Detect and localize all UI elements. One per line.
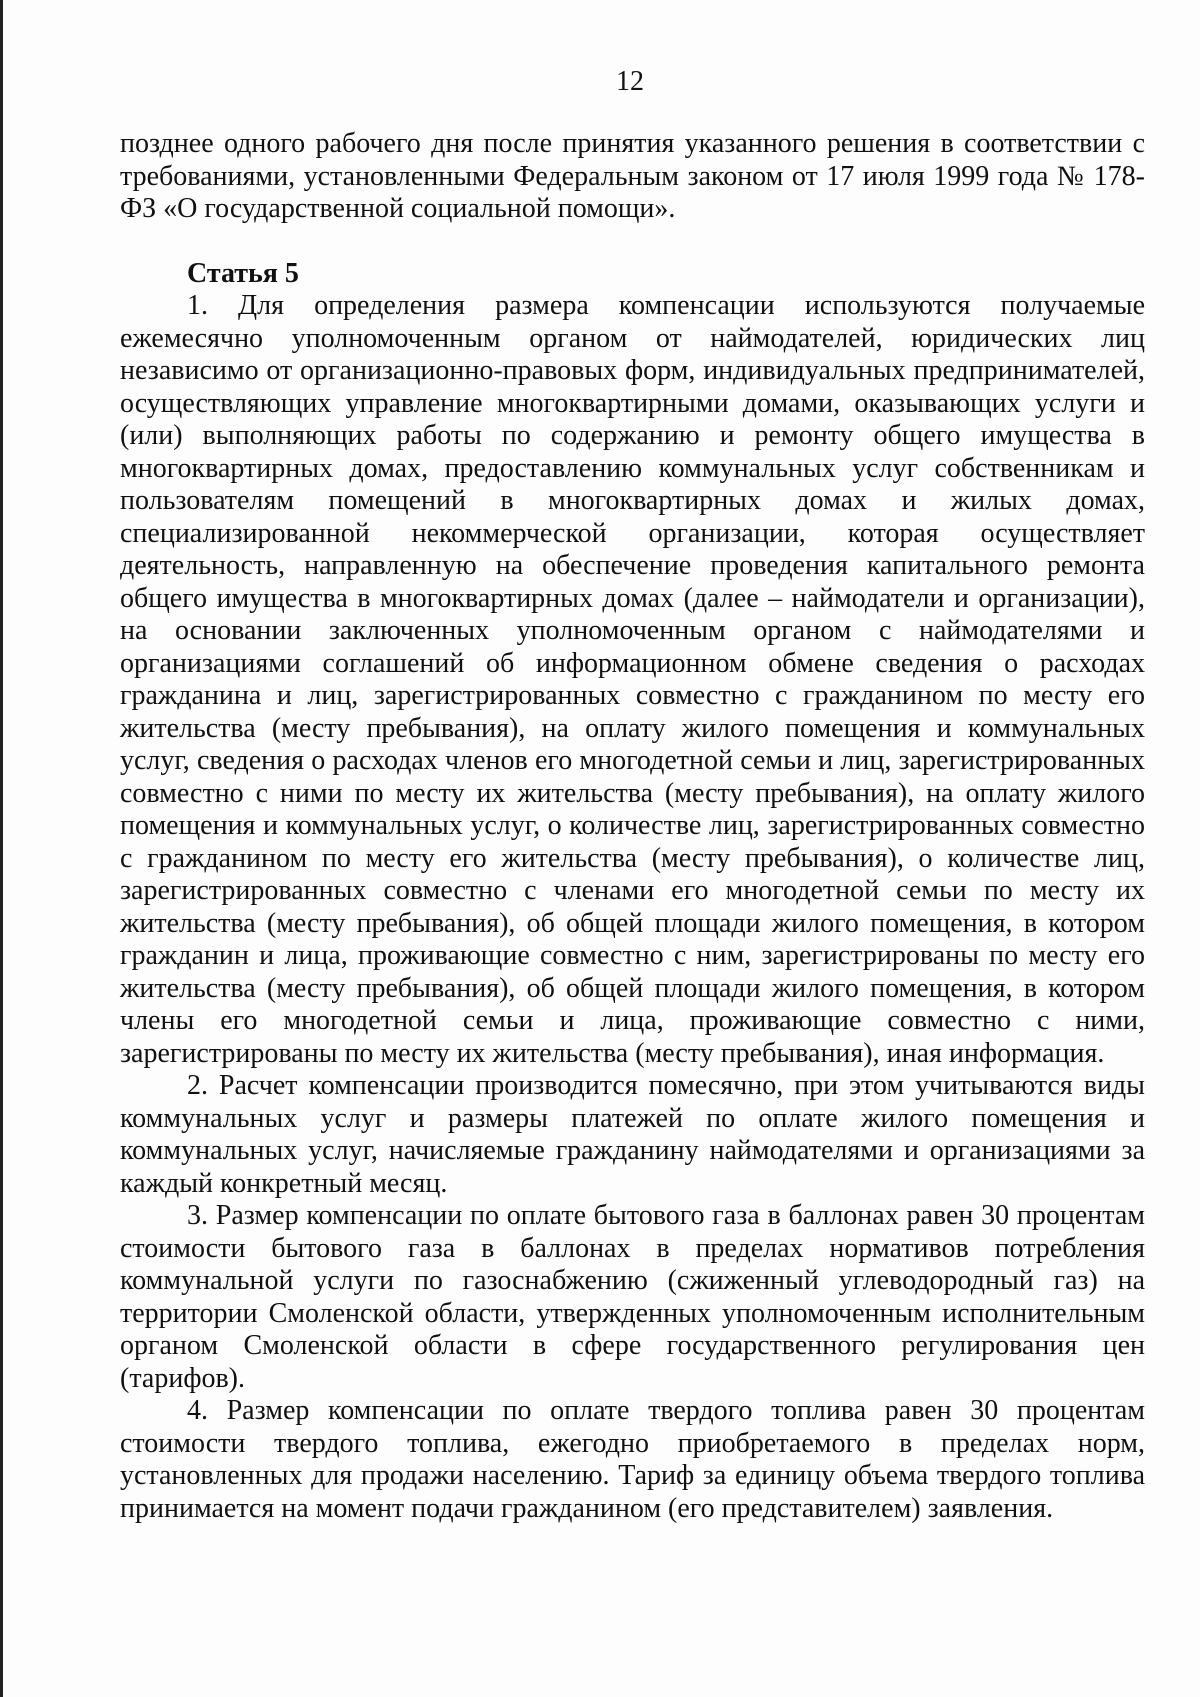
article-paragraph-4: 4. Размер компенсации по оплате твердого топлива равен 30 процентам стоимости твердого топлива, ежегодно приобретаемого в пределах норм, установленных для продажи населению. Тариф за единицу объема твердого топлива принимается на момент подачи гражданином (его представителем) заявления. [120,1395,1145,1524]
article-heading: Статья 5 [187,257,299,289]
page-number: 12 [616,66,644,97]
article-paragraph-3: 3. Размер компенсации по оплате бытового газа в баллонах равен 30 процентам стоимости бытового газа в баллонах в пределах нормативов потребления коммунальной услуги по газоснабжению (сжиженный углеводородный газ) на территории Смоленской области, утвержденных уполномоченным исполнительным органом Смоленской области в сфере государственного регулирования цен (тарифов). [120,1200,1145,1394]
intro-paragraph: позднее одного рабочего дня после принятия указанного решения в соответствии с требованиями, установленными Федеральным законом от 17 июля 1999 года № 178-ФЗ «О государственной социальной помощи». [120,128,1145,224]
page-edge-line [0,0,3,1697]
document-body [120,128,1145,1525]
article-paragraph-1: 1. Для определения размера компенсации используются получаемые ежемесячно уполномоченным органом от наймодателей, юридических лиц независимо от организационно-правовых форм, индивидуальных предпринимателей, осуществляющих управление многоквартирными домами, оказывающих услуги и (или) выполняющих работы по содержанию и ремонту общего имущества в многоквартирных домах, предоставлению коммунальных услуг собственникам и пользователям помещений в многоквартирных домах и жилых домах, специализированной некоммерческой организации, которая осуществляет деятельность, направленную на обеспечение проведения капитального ремонта общего имущества в многоквартирных домах (далее – наймодатели и организации), на основании заключенных уполномоченным органом с наймодателями и организациями соглашений об информационном обмене сведения о расходах гражданина и лиц, зарегистрированных совместно с гражданином по месту его жительства (месту пребывания), на оплату жилого помещения и коммунальных услуг, сведения о расходах членов его многодетной семьи и лиц, зарегистрированных совместно с ними по месту их жительства (месту пребывания), на оплату жилого помещения и коммунальных услуг, о количестве лиц, зарегистрированных совместно с гражданином по месту его жительства (месту пребывания), о количестве лиц, зарегистрированных совместно с членами его многодетной семьи по месту их жительства (месту пребывания), об общей площади жилого помещения, в котором гражданин и лица, проживающие совместно с ним, зарегистрированы по месту его жительства (месту пребывания), об общей площади жилого помещения, в котором члены его многодетной семьи и лица, проживающие совместно с ними, зарегистрированы по месту их жительства (месту пребывания), иная информация. [120,290,1145,1069]
article-paragraph-2: 2. Расчет компенсации производится помесячно, при этом учитываются виды коммунальных услуг и размеры платежей по оплате жилого помещения и коммунальных услуг, начисляемые гражданину наймодателями и организациями за каждый конкретный месяц. [120,1070,1145,1199]
